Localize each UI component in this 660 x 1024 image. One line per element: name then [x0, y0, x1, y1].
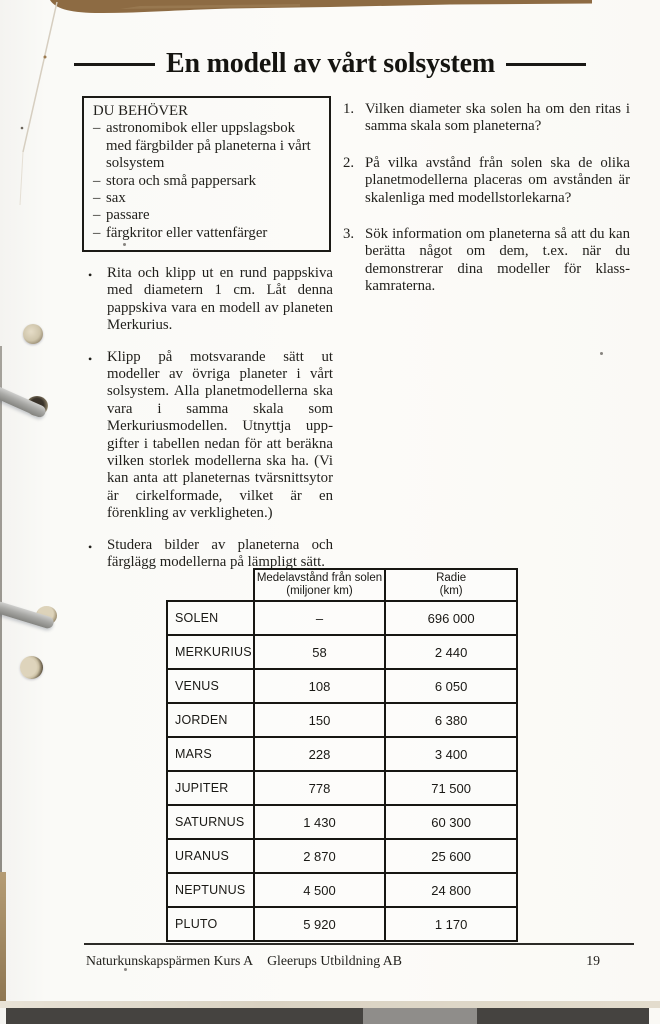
question-text: På vilka avstånd från solen ska de olika planetmodellerna placeras om avstånden är skalenliga med modellstorlekarna?: [365, 154, 630, 206]
planet-name: SATURNUS: [167, 805, 254, 839]
planet-name: URANUS: [167, 839, 254, 873]
footer: [86, 953, 600, 969]
planet-radius: 6 050: [385, 669, 517, 703]
instructions-list: [88, 265, 333, 586]
footer-series-title: Naturkunskapspärmen Kurs A: [86, 953, 254, 968]
material-item: [93, 190, 320, 207]
scan-speck: [600, 352, 603, 355]
planet-name: MARS: [167, 737, 254, 771]
planet-radius: 3 400: [385, 737, 517, 771]
table-row: [167, 601, 517, 635]
planet-name: JORDEN: [167, 703, 254, 737]
column-header-distance: [254, 569, 385, 601]
planet-radius: 60 300: [385, 805, 517, 839]
planet-distance: 228: [254, 737, 385, 771]
page-title: En modell av vårt solsystem: [165, 48, 496, 79]
material-text: färgkritor eller vattenfärger: [106, 224, 268, 241]
planet-radius: 25 600: [385, 839, 517, 873]
question-text: Sök information om planeterna så att du kan berätta något om dem, t.ex. när du demonstrerar dina modeller för klasskamraterna.: [365, 226, 630, 295]
planet-radius: 696 000: [385, 601, 517, 635]
dash-bullet: –: [93, 207, 101, 224]
planet-distance: –: [254, 601, 385, 635]
questions-list: [343, 101, 630, 315]
title-rule-left: [74, 63, 155, 66]
planet-name: JUPITER: [167, 771, 254, 805]
scan-bottom-beige-line: [0, 1001, 660, 1008]
footer-rule: [84, 943, 634, 945]
binder-hole-bottom: [20, 656, 43, 679]
column-header-line1: Medelavstånd från solen: [256, 571, 383, 584]
material-text: stora och små pappersark: [106, 172, 256, 189]
planet-distance: 108: [254, 669, 385, 703]
bullet-icon: •: [88, 351, 93, 366]
page-number: 19: [586, 953, 600, 968]
column-header-radius: [385, 569, 517, 601]
question-number: 3.: [343, 226, 355, 243]
instruction-text: Studera bilder av planeterna och färglägg modellerna på lämpligt sätt.: [107, 536, 333, 571]
question-number: 2.: [343, 154, 355, 171]
planet-name: NEPTUNUS: [167, 873, 254, 907]
table-header-row: [167, 569, 517, 601]
planet-distance: 1 430: [254, 805, 385, 839]
planet-distance: 58: [254, 635, 385, 669]
footer-publisher: Gleerups Utbildning AB: [267, 953, 402, 968]
table-row: [167, 907, 517, 941]
scan-bottom-light-segment: [363, 1008, 477, 1024]
table-row: [167, 635, 517, 669]
question-text: Vilken diameter ska solen ha om den ritas i samma skala som planeterna?: [365, 101, 630, 135]
instruction-item: [88, 537, 333, 572]
table-row: [167, 771, 517, 805]
planet-distance: 4 500: [254, 873, 385, 907]
instruction-text: Klipp på motsvarande sätt ut modeller av övriga planeter i vårt solsystem. Alla planetmodellerna ska vara i samma skala som Merkuriusmodellen. Utnyttja uppgifter i tabellen nedan för att beräkna vilken storlek modellerna ska ha. (Vi kan anta att planeternas tvärsnittsytor är cirkelformade, vilket är en förenkling av verkligheten.): [107, 348, 333, 522]
planet-data-table: [166, 568, 518, 942]
table-row: [167, 839, 517, 873]
instruction-item: [88, 349, 333, 523]
planet-radius: 6 380: [385, 703, 517, 737]
planet-radius: 24 800: [385, 873, 517, 907]
table-row: [167, 703, 517, 737]
planet-name: PLUTO: [167, 907, 254, 941]
table-row: [167, 873, 517, 907]
planet-distance: 5 920: [254, 907, 385, 941]
planet-name: VENUS: [167, 669, 254, 703]
binder-hole-top: [23, 324, 43, 344]
planet-radius: 71 500: [385, 771, 517, 805]
materials-box: [82, 96, 331, 252]
instruction-text: Rita och klipp ut en rund pappskiva med diametern 1 cm. Låt denna pappskiva vara en modell av planeten Merkurius.: [107, 265, 333, 334]
dash-bullet: –: [93, 172, 101, 189]
title-rule-right: [506, 63, 586, 66]
materials-heading: DU BEHÖVER: [93, 103, 188, 119]
binder-ring-lower: [0, 600, 55, 630]
bullet-icon: •: [88, 268, 93, 282]
question-number: 1.: [343, 101, 355, 117]
question-item: [343, 226, 630, 296]
scan-bottom-dark-band: [6, 1008, 649, 1024]
table-header-empty-cell: [167, 569, 254, 601]
material-item: [93, 120, 320, 172]
question-item: [343, 155, 630, 207]
bullet-icon: •: [88, 539, 93, 554]
material-text: passare: [106, 207, 150, 224]
question-item: [343, 101, 630, 136]
dash-bullet: –: [93, 190, 101, 207]
footer-gap: [253, 953, 267, 969]
planet-distance: 778: [254, 771, 385, 805]
instruction-item: [88, 265, 333, 335]
column-header-line2: (km): [439, 585, 463, 597]
scan-left-tan-strip: [0, 872, 6, 1008]
table-row: [167, 737, 517, 771]
material-item: [93, 225, 320, 242]
material-text: astronomibok eller uppslagsbok med färgbilder på planeterna i vårt solsystem: [106, 120, 311, 172]
material-text: sax: [106, 190, 126, 207]
scan-speck: [124, 968, 127, 971]
column-header-line2: (miljoner km): [286, 585, 353, 597]
material-item: [93, 207, 320, 224]
table-row: [167, 669, 517, 703]
column-header-line1: Radie: [436, 571, 467, 584]
planet-radius: 2 440: [385, 635, 517, 669]
planet-name: SOLEN: [167, 601, 254, 635]
scan-speck: [123, 243, 126, 246]
planet-radius: 1 170: [385, 907, 517, 941]
dash-bullet: –: [93, 224, 101, 241]
table-row: [167, 805, 517, 839]
material-item: [93, 173, 320, 190]
planet-distance: 2 870: [254, 839, 385, 873]
dash-bullet: –: [93, 120, 101, 137]
title-row: [0, 46, 660, 82]
planet-distance: 150: [254, 703, 385, 737]
planet-name: MERKURIUS: [167, 635, 254, 669]
